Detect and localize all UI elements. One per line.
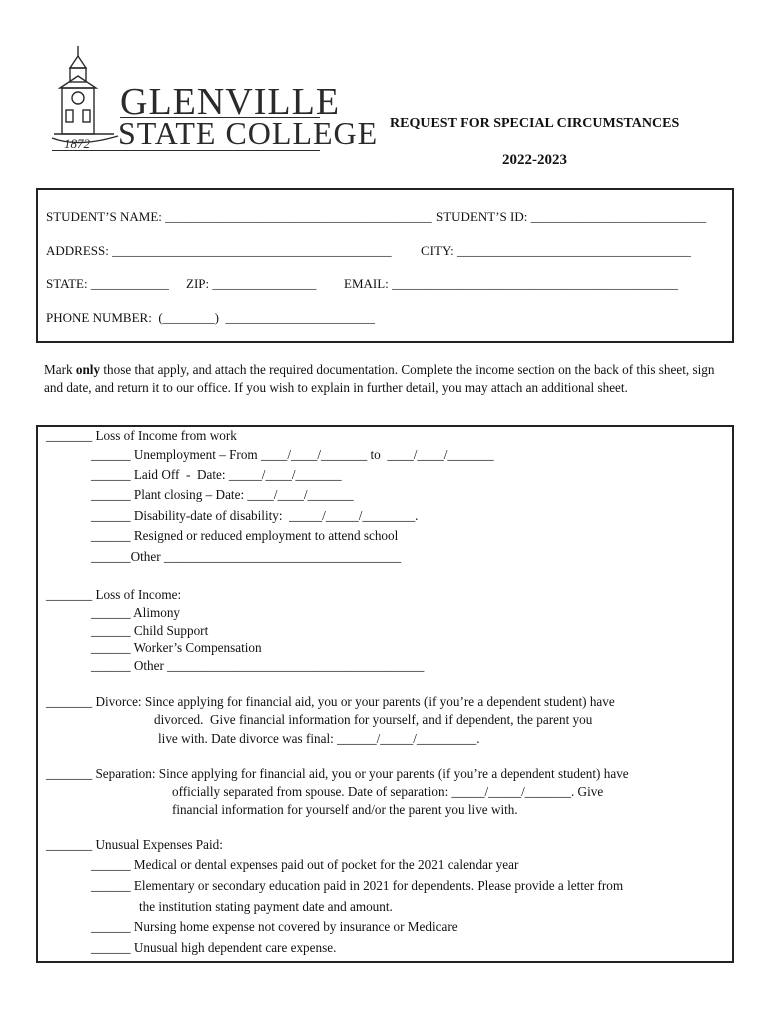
dependent-care-item[interactable]: ______ Unusual high dependent care expense. bbox=[91, 940, 337, 955]
unusual-expenses-heading[interactable]: _______ Unusual Expenses Paid: bbox=[46, 837, 223, 852]
email-field[interactable]: EMAIL: ____________________________________________ bbox=[344, 276, 679, 291]
plant-closing-item[interactable]: ______ Plant closing – Date: ____/____/_______ bbox=[91, 487, 354, 502]
divorce-text-line: divorced. Give financial information for yourself, and if dependent, the parent you bbox=[154, 712, 593, 727]
state-field[interactable]: STATE: ____________ bbox=[46, 276, 169, 291]
zip-field[interactable]: ZIP: ________________ bbox=[186, 276, 317, 291]
logo-text-state-college: STATE COLLEGE bbox=[118, 115, 379, 151]
student-id-field[interactable]: STUDENT’S ID: ___________________________ bbox=[436, 209, 707, 224]
medical-expenses-item[interactable]: ______ Medical or dental expenses paid out of pocket for the 2021 calendar year bbox=[91, 857, 519, 872]
other-work-item[interactable]: ______Other ____________________________________ bbox=[91, 549, 402, 564]
other-income-item[interactable]: ______ Other _______________________________________ bbox=[91, 658, 425, 673]
loss-of-income-work-heading[interactable]: _______ Loss of Income from work bbox=[46, 428, 237, 443]
separation-item[interactable]: _______ Separation: Since applying for financial aid, you or your parents (if you’re a dependent student) have bbox=[46, 766, 629, 781]
logo-year: 1872 bbox=[64, 136, 90, 151]
logo-underline bbox=[52, 150, 320, 151]
nursing-home-item[interactable]: ______ Nursing home expense not covered by insurance or Medicare bbox=[91, 919, 458, 934]
alimony-item[interactable]: ______ Alimony bbox=[91, 605, 181, 620]
resigned-item[interactable]: ______ Resigned or reduced employment to attend school bbox=[91, 528, 399, 543]
disability-item[interactable]: ______ Disability-date of disability: _____/_____/________. bbox=[91, 508, 419, 523]
instructions-text: Mark only those that apply, and attach the required documentation. Complete the income section on the back of this sheet, sign and date, and return it to our office. If you wish to explain in further detail, you may attach an additional sheet. bbox=[44, 362, 715, 395]
education-expenses-note: the institution stating payment date and amount. bbox=[139, 899, 393, 914]
document-title: REQUEST FOR SPECIAL CIRCUMSTANCES bbox=[390, 116, 680, 131]
student-name-field[interactable]: STUDENT’S NAME: _________________________________________ bbox=[46, 209, 432, 224]
instructions-emphasis: only bbox=[75, 362, 101, 377]
phone-number-field[interactable]: PHONE NUMBER: (________) _______________________ bbox=[46, 310, 375, 325]
loss-of-income-heading[interactable]: _______ Loss of Income: bbox=[46, 587, 182, 602]
separation-date-line[interactable]: officially separated from spouse. Date of separation: _____/_____/_______. Give bbox=[172, 784, 604, 799]
document-year: 2022-2023 bbox=[502, 152, 567, 168]
laid-off-item[interactable]: ______ Laid Off - Date: _____/____/_______ bbox=[91, 467, 342, 482]
divorce-date-line[interactable]: live with. Date divorce was final: ______/_____/_________. bbox=[158, 731, 480, 746]
city-field[interactable]: CITY: ____________________________________ bbox=[421, 243, 691, 258]
divorce-item[interactable]: _______ Divorce: Since applying for financial aid, you or your parents (if you’re a dependent student) have bbox=[46, 694, 615, 709]
separation-text-line: financial information for yourself and/or the parent you live with. bbox=[172, 802, 518, 817]
workers-compensation-item[interactable]: ______ Worker’s Compensation bbox=[91, 640, 262, 655]
logo-text-glenville: GLENVILLE bbox=[120, 81, 341, 123]
address-field[interactable]: ADDRESS: ___________________________________________ bbox=[46, 243, 392, 258]
unemployment-item[interactable]: ______ Unemployment – From ____/____/_______ to ____/____/_______ bbox=[91, 447, 494, 462]
education-expenses-item[interactable]: ______ Elementary or secondary education paid in 2021 for dependents. Please provide a letter from bbox=[91, 878, 624, 893]
child-support-item[interactable]: ______ Child Support bbox=[91, 623, 209, 638]
